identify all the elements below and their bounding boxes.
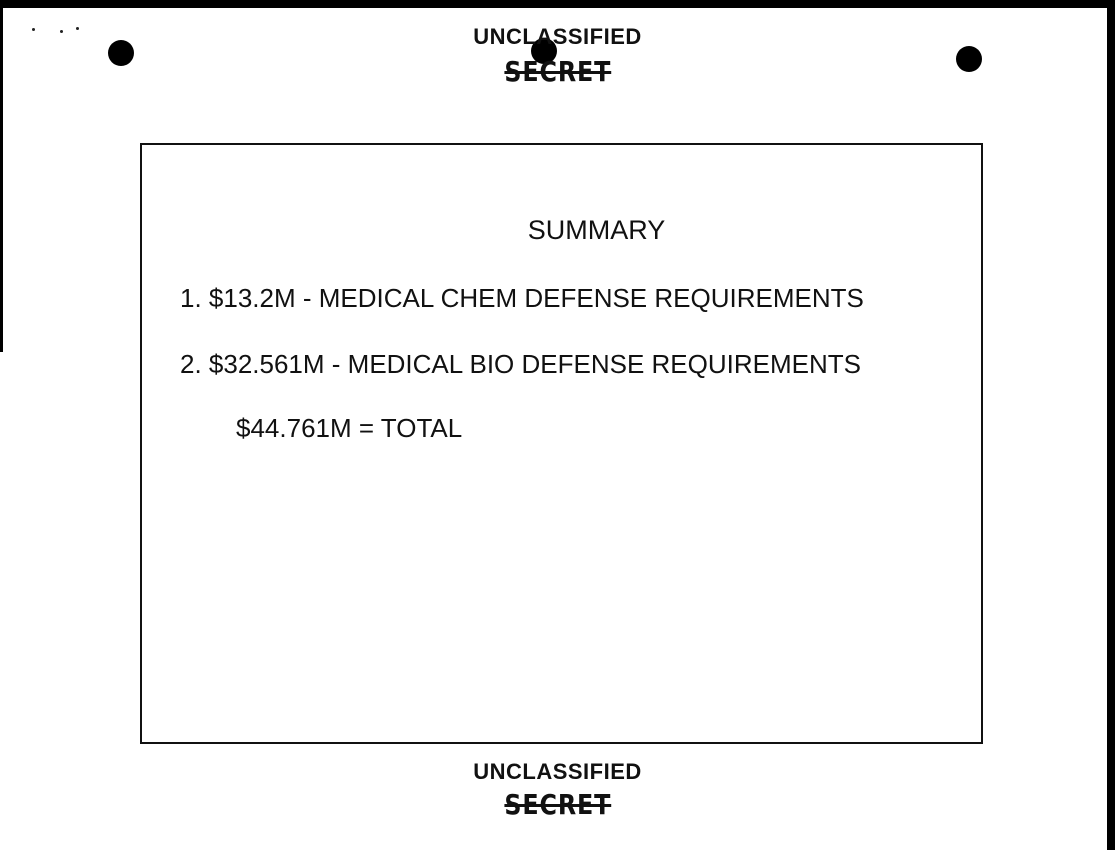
total-line: $44.761M = TOTAL [236,413,463,443]
header-classification: UNCLASSIFIED [473,24,642,49]
slide-frame [140,143,983,744]
footer-struck-text: SECRET [504,788,611,821]
scan-edge-top [0,0,1115,8]
slide-title: SUMMARY [527,215,666,245]
list-item-bio: 2. $32.561M - MEDICAL BIO DEFENSE REQUIREMENTS [180,349,861,379]
header-struck-text: SECRET [504,55,611,88]
footer-struck-marking [0,788,1115,821]
scan-edge-right [1107,0,1115,850]
header-struck-marking [0,55,1115,88]
footer-classification: UNCLASSIFIED [473,759,642,784]
list-item-chem: 1. $13.2M - MEDICAL CHEM DEFENSE REQUIREMENTS [180,283,864,313]
scan-edge-left [0,0,3,352]
